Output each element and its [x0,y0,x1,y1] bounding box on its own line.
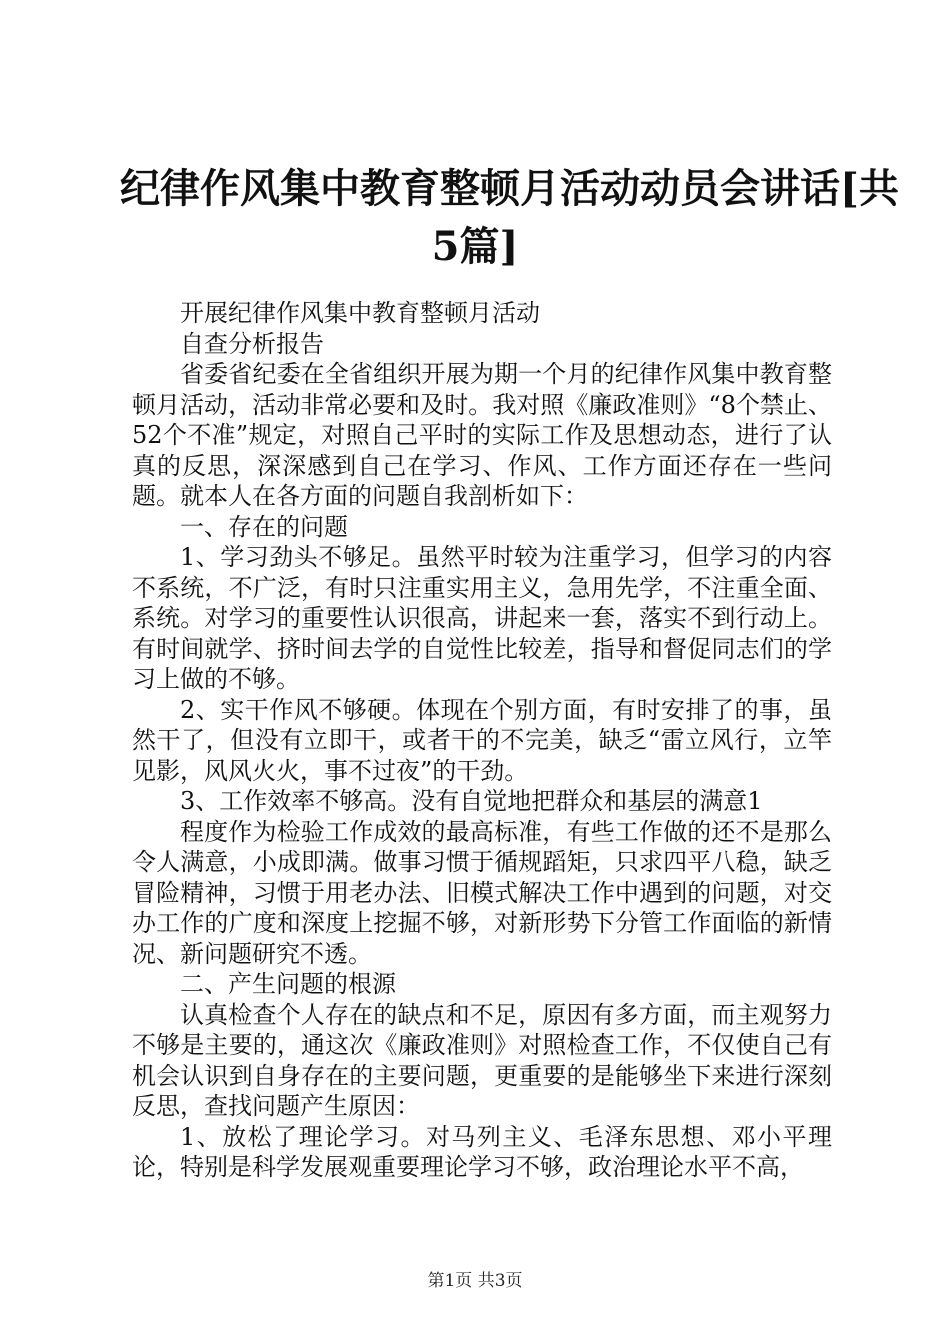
paragraph: 自查分析报告 [180,329,324,358]
document-body [132,298,832,1183]
paragraph: 1、学习劲头不够足。虽然平时较为注重学习，但学习的内容不系统，不广泛，有时只注重实用主义，急用先学，不注重全面、系统。对学习的重要性认识很高，讲起来一套，落实不到行动上。有时间就学、挤时间去学的自觉性比较差，指导和督促同志们的学习上做的不够。 [132,543,832,693]
paragraph: 开展纪律作风集中教育整顿月活动 [180,299,540,327]
paragraph: 省委省纪委在全省组织开展为期一个月的纪律作风集中教育整顿月活动，活动非常必要和及时。我对照《廉政准则》“8个禁止、52个不准”规定，对照自己平时的实际工作及思想动态，进行了认真的反思，深深感到自己在学习、作风、工作方面还存在一些问题。就本人在各方面的问题自我剖析如下： [132,360,832,510]
paragraph: 3、工作效率不够高。没有自觉地把群众和基层的满意1 [180,787,763,815]
page-footer: 第1页 共3页 [427,1271,523,1291]
title-line-2: 5篇] [431,223,519,270]
paragraph: 1、放松了理论学习。对马列主义、毛泽东思想、邓小平理论，特别是科学发展观重要理论学习不够，政治理论水平不高， [132,1122,832,1181]
section-heading: 二、产生问题的根源 [180,970,396,998]
paragraph: 认真检查个人存在的缺点和不足，原因有多方面，而主观努力不够是主要的，通这次《廉政准则》对照检查工作，不仅使自己有机会认识到自身存在的主要问题，更重要的是能够坐下来进行深刻反思，查找问题产生原因： [132,1000,832,1120]
title-line-1: 纪律作风集中教育整顿月活动动员会讲话[共 [120,165,899,212]
section-heading: 一、存在的问题 [180,512,348,541]
paragraph: 2、实干作风不够硬。体现在个别方面，有时安排了的事，虽然干了，但没有立即干，或者干的不完美，缺乏“雷立风行，立竿见影，风风火火，事不过夜”的干劲。 [132,695,832,785]
document-title [120,160,899,276]
paragraph: 程度作为检验工作成效的最高标准，有些工作做的还不是那么令人满意，小成即满。做事习惯于循规蹈矩，只求四平八稳，缺乏冒险精神，习惯于用老办法、旧模式解决工作中遇到的问题，对交办工作的广度和深度上挖掘不够，对新形势下分管工作面临的新情况、新问题研究不透。 [132,817,832,968]
